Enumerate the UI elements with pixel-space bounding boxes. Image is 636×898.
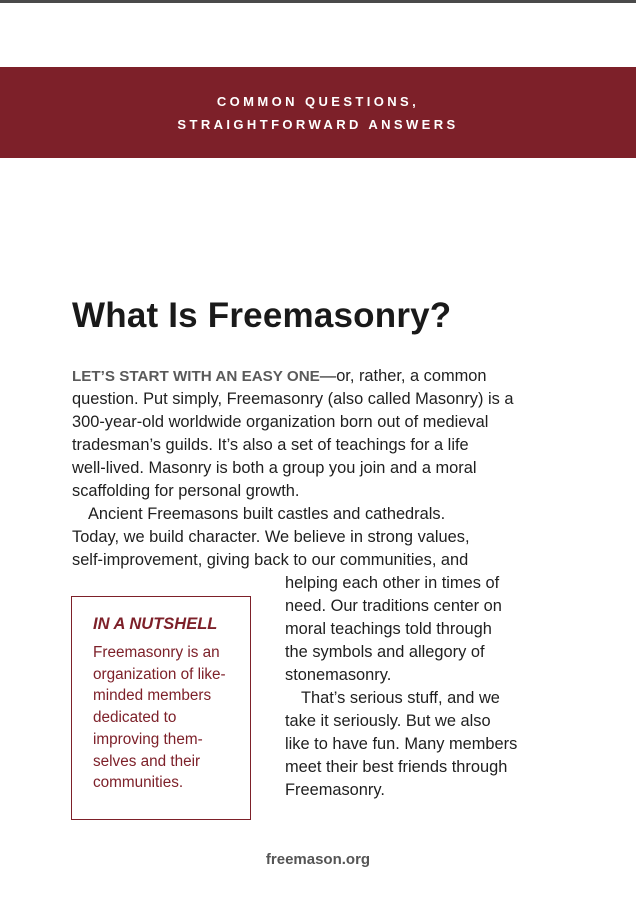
nutshell-line: communities. [93,774,184,792]
intro-line-text: Ancient Freemasons built castles and cathedrals. [88,505,446,523]
intro-line: tradesman’s guilds. It’s also a set of teachings for a life [72,436,469,454]
intro-line: —or, rather, a common [319,367,487,385]
column-line: like to have fun. Many members [285,735,518,753]
top-rule [0,0,636,3]
intro-line: well-lived. Masonry is both a group you join and a moral [72,459,477,477]
nutshell-line: minded members [93,687,212,705]
column-line: helping each other in times of [285,574,500,592]
nutshell-sidebar [71,596,251,820]
banner-line-2: STRAIGHTFORWARD ANSWERS [177,116,459,132]
nutshell-line: Freemasonry is an [93,644,220,661]
intro-text [72,365,564,572]
column-line: the symbols and allegory of [285,643,485,661]
nutshell-line: organization of like- [93,665,226,683]
nutshell-line: selves and their [93,752,201,770]
intro-line [72,503,445,526]
column-line: take it seriously. But we also [285,712,491,730]
page-title: What Is Freemasonry? [72,296,452,335]
column-line: need. Our traditions center on [285,597,502,615]
nutshell-body [93,642,250,794]
column-line: Freemasonry. [285,781,385,799]
lead-in: LET’S START WITH AN EASY ONE [72,368,320,385]
nutshell-line: improving them- [93,730,203,748]
intro-line: scaffolding for personal growth. [72,482,300,500]
intro-line: question. Put simply, Freemasonry (also called Masonry) is a [72,390,514,408]
column-line: meet their best friends through [285,758,508,776]
banner-line-1: COMMON QUESTIONS, [216,93,420,109]
column-paragraph-2 [285,687,565,802]
intro-line: Today, we build character. We believe in strong values, [72,528,470,546]
intro-line: 300-year-old worldwide organization born out of medieval [72,413,489,431]
column-line: moral teachings told through [285,620,492,638]
section-banner [0,67,636,158]
column-line-text: That’s serious stuff, and we [301,689,500,707]
column-paragraph-1 [285,572,565,687]
footer-url: freemason.org [265,851,371,868]
intro-paragraph-1 [72,365,564,503]
column-line: stonemasonry. [285,666,392,684]
right-column-text [285,572,565,802]
nutshell-title: IN A NUTSHELL [93,615,218,633]
nutshell-line: dedicated to [93,709,177,727]
intro-line: self-improvement, giving back to our communities, and [72,551,469,569]
column-line [285,687,500,710]
intro-paragraph-2 [72,503,564,572]
